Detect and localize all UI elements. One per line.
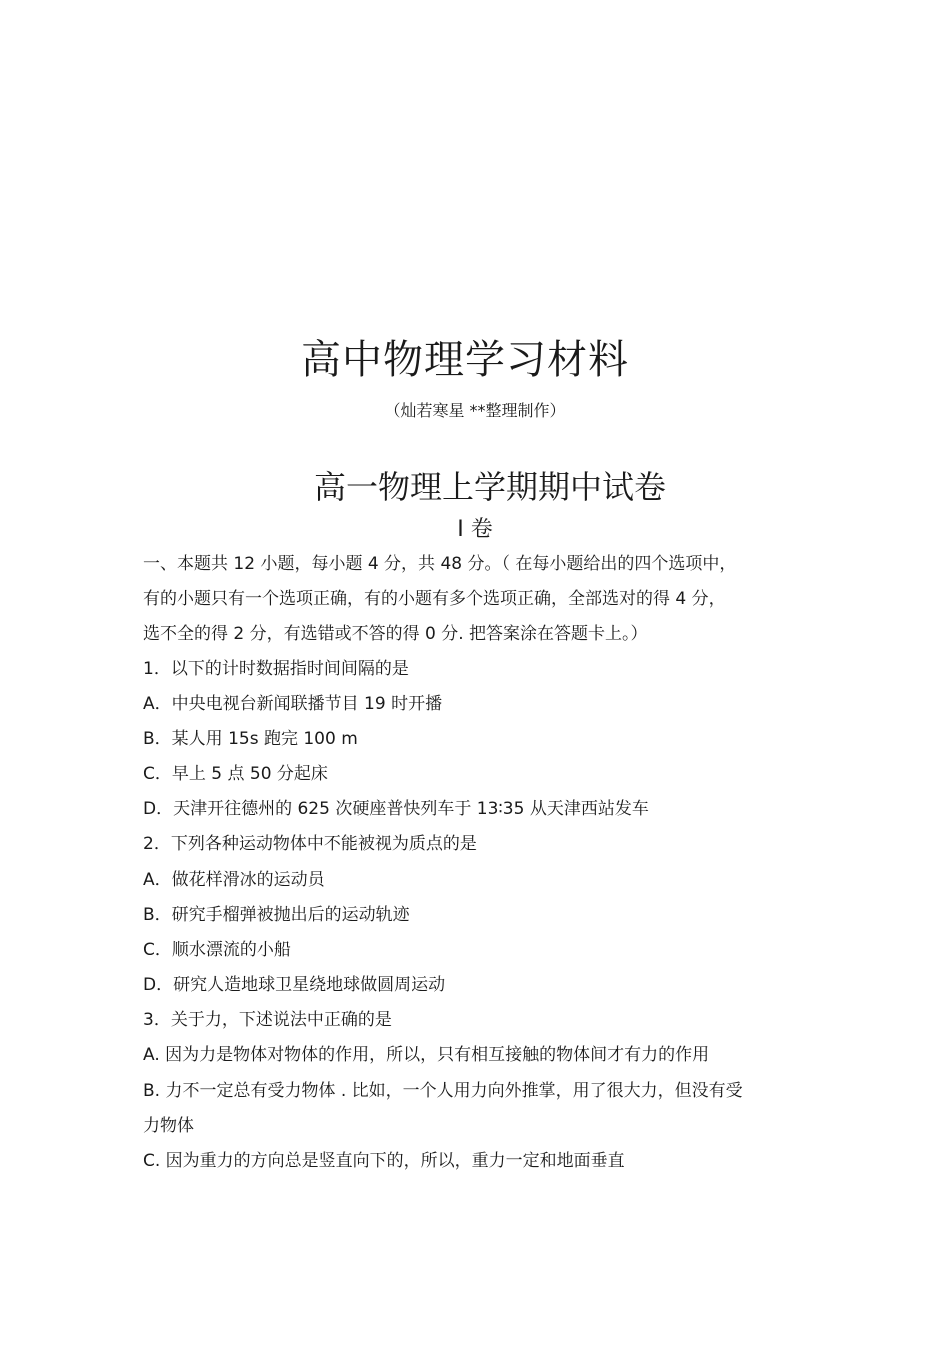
question-option-continuation: 力物体 xyxy=(143,1116,194,1136)
question-stem: 2．下列各种运动物体中不能被视为质点的是 xyxy=(143,834,477,854)
section-instructions-line: 有的小题只有一个选项正确，有的小题有多个选项正确，全部选对的得 4 分， xyxy=(143,589,726,609)
document-byline: （灿若寒星 **整理制作） xyxy=(384,401,566,420)
question-option: A．做花样滑冰的运动员 xyxy=(143,870,325,890)
question-option: B．某人用 15s 跑完 100 m xyxy=(143,729,358,749)
question-option: B．研究手榴弹被抛出后的运动轨迹 xyxy=(143,905,410,925)
exam-title: 高一物理上学期期中试卷 xyxy=(313,468,666,506)
question-option: B. 力不一定总有受力物体 . 比如，一个人用力向外推掌，用了很大力，但没有受 xyxy=(143,1081,743,1101)
volume-label: Ⅰ 卷 xyxy=(457,517,493,542)
document-title: 高中物理学习材料 xyxy=(301,337,629,383)
question-option: C．顺水漂流的小船 xyxy=(143,940,291,960)
question-option: C. 因为重力的方向总是竖直向下的，所以，重力一定和地面垂直 xyxy=(143,1151,625,1171)
question-option: D．天津开往德州的 625 次硬座普快列车于 13∶35 从天津西站发车 xyxy=(143,799,649,819)
question-option: C．早上 5 点 50 分起床 xyxy=(143,764,328,784)
question-option: D．研究人造地球卫星绕地球做圆周运动 xyxy=(143,975,446,995)
section-instructions-line: 一、本题共 12 小题，每小题 4 分，共 48 分。（ 在每小题给出的四个选项中， xyxy=(143,554,737,574)
question-option: A. 因为力是物体对物体的作用，所以，只有相互接触的物体间才有力的作用 xyxy=(143,1045,710,1065)
question-stem: 3．关于力，下述说法中正确的是 xyxy=(143,1010,392,1030)
question-option: A．中央电视台新闻联播节目 19 时开播 xyxy=(143,694,443,714)
question-stem: 1．以下的计时数据指时间间隔的是 xyxy=(143,659,409,679)
section-instructions-line: 选不全的得 2 分，有选错或不答的得 0 分. 把答案涂在答题卡上。） xyxy=(143,624,648,644)
